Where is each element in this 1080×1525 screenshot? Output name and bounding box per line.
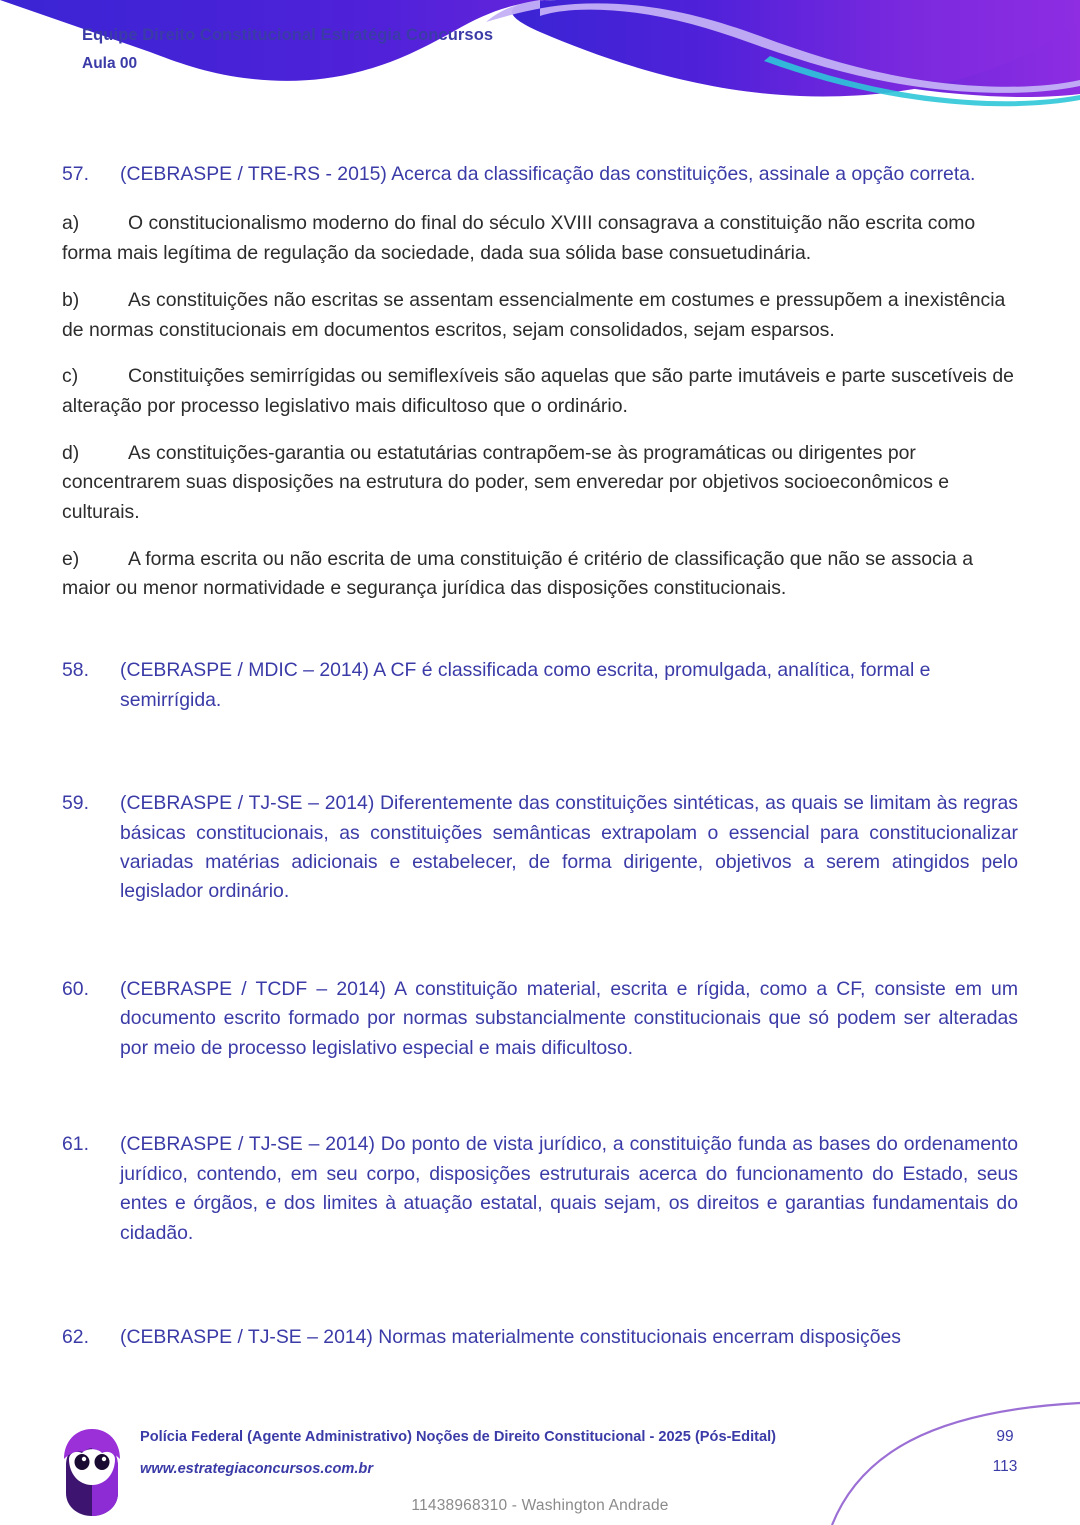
alternative-letter: b) [62,288,80,311]
user-watermark: 11438968310 - Washington Andrade [411,1497,669,1514]
question-number: 62. [62,1326,89,1349]
document-body [62,160,1018,1353]
question-text: (CEBRASPE / TJ-SE – 2014) Diferentemente das constituições sintéticas, as quais se limitam às regras básicas constitucionais, as constituições semânticas extrapolam o essencial para constitucionalizar variadas matérias adicionais e estabelecer, de forma dirigente, objetivos a serem atingidos pelo legislador ordinário. [120,792,1018,903]
header-lesson-label: Aula 00 [82,54,138,72]
question-text: (CEBRASPE / TRE-RS - 2015) Acerca da classificação das constituições, assinale a opção correta. [120,163,976,185]
question-number: 59. [62,792,89,815]
question-item [62,975,1018,1063]
footer-course-title: Polícia Federal (Agente Administrativo) Noções de Direito Constitucional - 2025 (Pós-Edital) [140,1429,777,1446]
page-total-number: 113 [992,1457,1018,1475]
alternative-text: O constitucionalismo moderno do final do século XVIII consagrava a constituição não escrita como forma mais legítima de regulação da sociedade, dada sua sólida base consuetudinária. [62,212,976,265]
question-item [62,656,1018,715]
alternative-item [62,362,1018,421]
alternative-item [62,545,1018,604]
question-text: (CEBRASPE / MDIC – 2014) A CF é classificada como escrita, promulgada, analítica, formal e semirrígida. [120,659,931,711]
page-footer [0,1385,1080,1525]
question-item [62,1323,1018,1352]
question-item [62,789,1018,907]
page-header [0,0,1080,110]
footer-text-group [140,1428,776,1479]
alternative-item [62,439,1018,528]
alternative-item [62,209,1018,268]
question-text: (CEBRASPE / TCDF – 2014) A constituição material, escrita e rígida, como a CF, consiste em um documento escrito formado por normas substancialmente constitucionais que só podem ser alteradas por meio de processo legislativo especial e mais dificultoso. [120,977,1018,1059]
alternative-text: A forma escrita ou não escrita de uma constituição é critério de classificação que não se associa a maior ou menor normatividade e segurança jurídica das disposições constitucionais. [62,547,974,600]
alternative-text: As constituições-garantia ou estatutárias contrapõem-se às programáticas ou dirigentes por concentrarem suas disposições na estrutura do poder, sem enveredar por objetivos socioeconômicos e culturais. [62,441,950,523]
question-number: 60. [62,977,89,1000]
page-current-number: 99 [996,1428,1014,1446]
alternative-letter: e) [62,547,80,570]
footer-website-link[interactable]: www.estrategiaconcursos.com.br [140,1461,374,1478]
question-number: 58. [62,659,89,682]
question-item [62,160,1018,189]
question-item [62,1130,1018,1248]
alternative-text: As constituições não escritas se assentam essencialmente em costumes e pressupõem a inexistência de normas constitucionais em documentos escritos, sejam consolidados, sejam esparsos. [62,288,1006,341]
alternative-text: Constituições semirrígidas ou semiflexíveis são aquelas que são parte imutáveis e parte suscetíveis de alteração por processo legislativo mais dificultoso que o ordinário. [62,365,1014,417]
alternative-letter: d) [62,441,80,464]
question-text: (CEBRASPE / TJ-SE – 2014) Do ponto de vista jurídico, a constituição funda as bases do ordenamento jurídico, contendo, em seu corpo, disposições estruturais acerca do funcionamento do Estado, seus entes e órgãos, e dos limites à atuação estatal, quais sejam, os direitos e garantias fundamentais do cidadão. [120,1133,1018,1244]
header-title-group [82,26,493,73]
question-text: (CEBRASPE / TJ-SE – 2014) Normas materialmente constitucionais encerram disposições [120,1326,901,1349]
page-number-block [978,1422,1032,1481]
header-team-title: Equipe Direito Constitucional Estratégia Concursos [82,26,494,44]
alternative-letter: c) [62,365,79,388]
question-number: 57. [62,163,89,185]
question-number: 61. [62,1133,89,1156]
alternative-letter: a) [62,212,80,235]
alternative-item [62,286,1018,345]
